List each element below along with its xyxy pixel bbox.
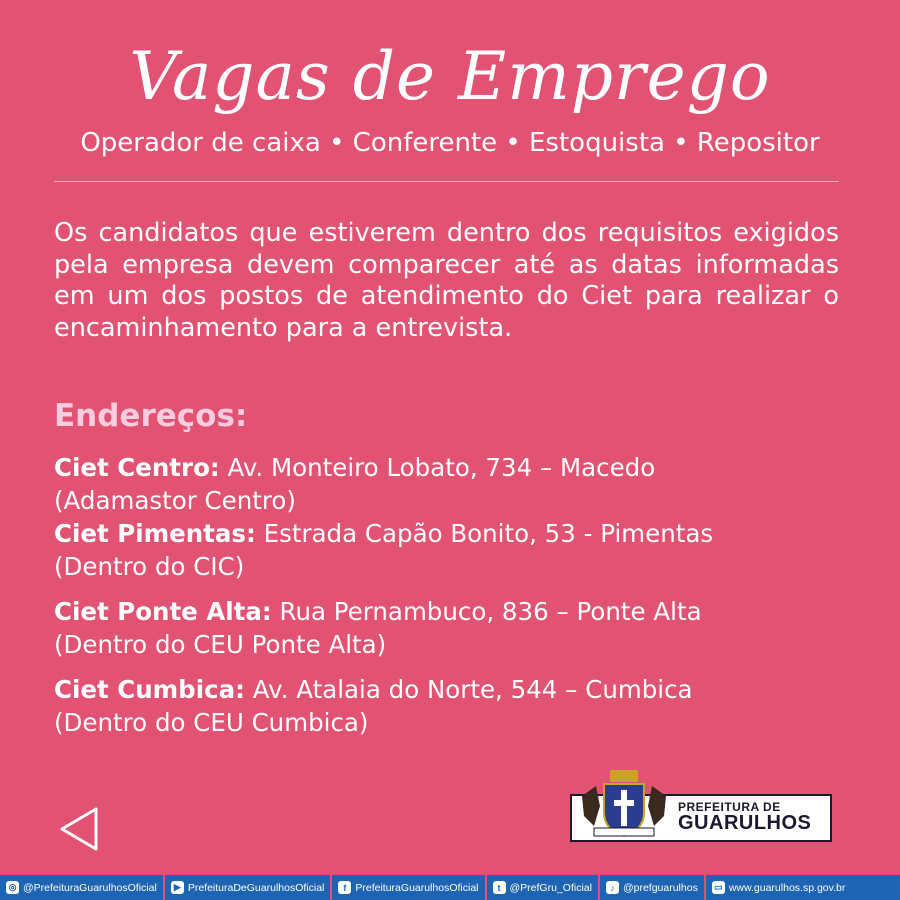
logo-line1: PREFEITURA DE bbox=[678, 800, 781, 814]
footer-link-website[interactable] bbox=[706, 875, 900, 900]
coat-of-arms-icon bbox=[574, 766, 674, 846]
footer-link-label: PrefeituraGuarulhosOficial bbox=[355, 881, 479, 894]
address-street: Estrada Capão Bonito, 53 - Pimentas bbox=[263, 519, 714, 548]
address-street: Av. Monteiro Lobato, 734 – Macedo bbox=[227, 453, 656, 482]
address-detail: (Adamastor Centro) bbox=[54, 486, 296, 515]
footer-link-twitter[interactable] bbox=[487, 875, 600, 900]
previous-arrow-icon[interactable] bbox=[58, 806, 100, 852]
footer-link-label: @PrefeituraGuarulhosOficial bbox=[23, 881, 157, 894]
job-positions-subtitle: Operador de caixa • Conferente • Estoquista • Repositor bbox=[80, 128, 820, 158]
address-item-ponte-alta bbox=[54, 595, 854, 661]
youtube-icon: ▶ bbox=[171, 881, 184, 894]
website-icon: ▭ bbox=[712, 881, 725, 894]
footer-link-label: www.guarulhos.sp.gov.br bbox=[728, 881, 846, 894]
address-item-pimentas bbox=[54, 517, 854, 583]
page-title: Vagas de Emprego bbox=[129, 38, 771, 115]
footer-link-youtube[interactable] bbox=[165, 875, 333, 900]
tiktok-icon: ♪ bbox=[606, 881, 619, 894]
address-detail: (Dentro do CEU Ponte Alta) bbox=[54, 630, 387, 659]
address-name: Ciet Centro: bbox=[54, 453, 220, 482]
logo-line2: GUARULHOS bbox=[678, 812, 812, 834]
social-footer-bar bbox=[0, 875, 900, 900]
address-name: Ciet Cumbica: bbox=[54, 675, 245, 704]
intro-paragraph: Os candidatos que estiverem dentro dos requisitos exigidos pela empresa devem comparecer até as datas informadas em um dos postos de atendimento do Ciet para realizar o encaminhamento para a entrevista. bbox=[54, 218, 839, 343]
address-detail: (Dentro do CIC) bbox=[54, 552, 245, 581]
twitter-icon: t bbox=[493, 881, 506, 894]
address-street: Rua Pernambuco, 836 – Ponte Alta bbox=[279, 597, 702, 626]
addresses-heading: Endereços: bbox=[54, 398, 248, 434]
address-detail: (Dentro do CEU Cumbica) bbox=[54, 708, 369, 737]
address-item-centro bbox=[54, 451, 854, 517]
divider bbox=[54, 181, 839, 182]
footer-link-label: PrefeituraDeGuarulhosOficial bbox=[187, 881, 325, 894]
prefeitura-logo bbox=[560, 766, 836, 846]
footer-link-instagram[interactable] bbox=[0, 875, 165, 900]
facebook-icon: f bbox=[338, 881, 351, 894]
address-item-cumbica bbox=[54, 673, 854, 739]
address-name: Ciet Pimentas: bbox=[54, 519, 256, 548]
footer-link-label: @PrefGru_Oficial bbox=[509, 881, 592, 894]
instagram-icon: ◎ bbox=[6, 881, 19, 894]
footer-link-tiktok[interactable] bbox=[600, 875, 706, 900]
address-list bbox=[54, 451, 854, 739]
address-street: Av. Atalaia do Norte, 544 – Cumbica bbox=[252, 675, 693, 704]
footer-link-label: @prefguarulhos bbox=[622, 881, 698, 894]
footer-link-facebook[interactable] bbox=[332, 875, 486, 900]
address-name: Ciet Ponte Alta: bbox=[54, 597, 272, 626]
